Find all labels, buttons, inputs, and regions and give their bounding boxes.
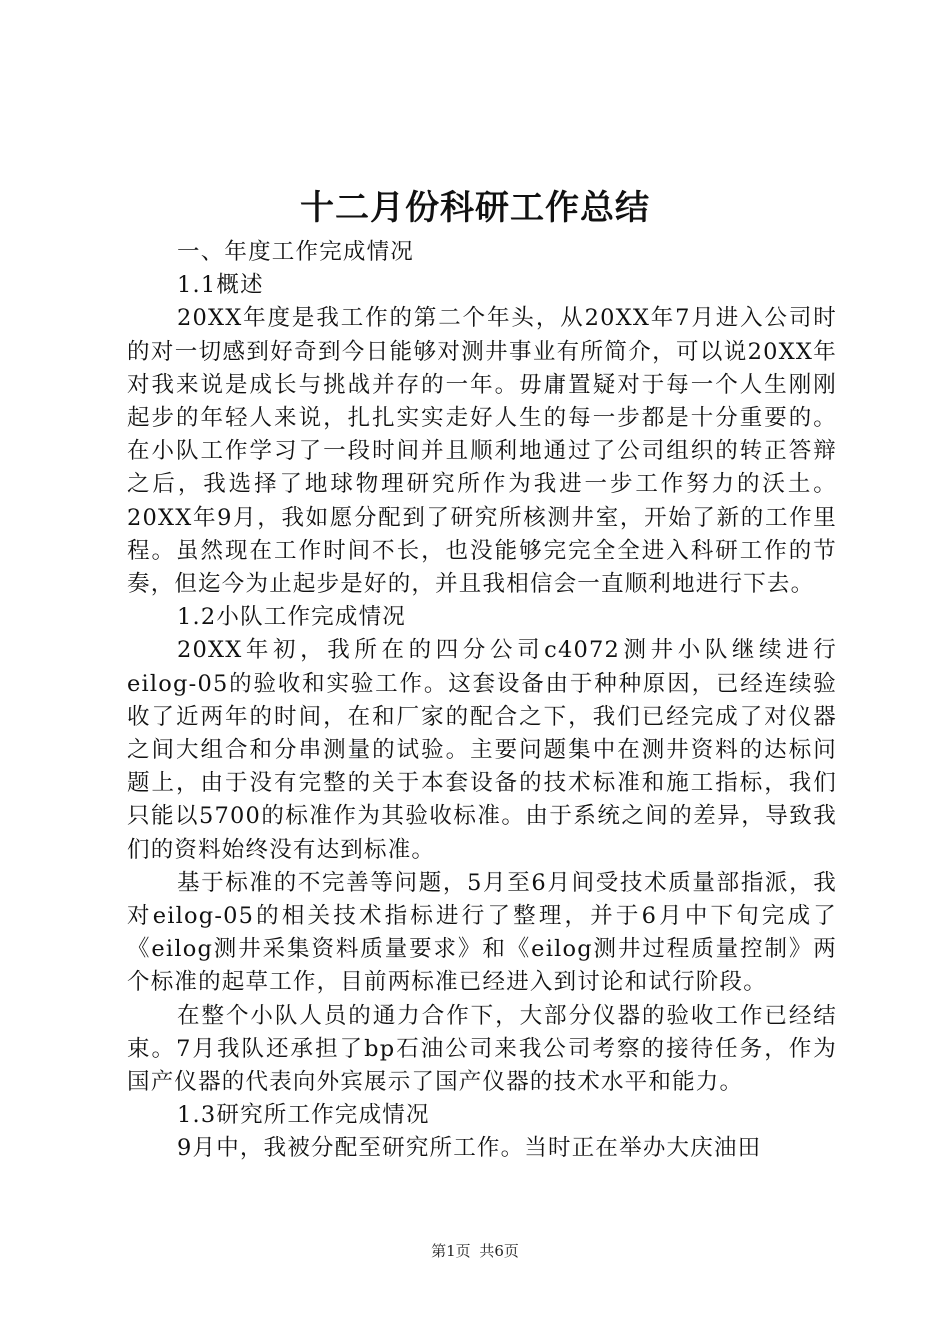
document-title: 十二月份科研工作总结 xyxy=(300,188,650,228)
subsection-heading: 1.1概述 xyxy=(177,272,264,299)
subsection-heading: 1.2小队工作完成情况 xyxy=(177,604,406,631)
body-paragraph: 9月中，我被分配至研究所工作。当时正在举办大庆油田 xyxy=(177,1135,762,1162)
page-number: 第1页 xyxy=(431,1242,471,1260)
body-paragraph: 基于标准的不完善等问题，5月至6月间受技术质量部指派，我对eilog-05的相关技术指标进行了整理，并于6月中下旬完成了《eilog测井采集资料质量要求》和《eilog测井过程质量控制》两个标准的起草工作，目前两标准已经进入到讨论和试行阶段。 xyxy=(127,869,837,996)
section-heading: 一、年度工作完成情况 xyxy=(177,239,415,265)
page-footer xyxy=(0,1241,950,1261)
subsection-heading: 1.3研究所工作完成情况 xyxy=(177,1102,430,1129)
body-paragraph: 20XX年度是我工作的第二个年头，从20XX年7月进入公司时的对一切感到好奇到今日能够对测井事业有所简介，可以说20XX年对我来说是成长与挑战并存的一年。毋庸置疑对于每一个人生刚刚起步的年轻人来说，扎扎实实走好人生的每一步都是十分重要的。在小队工作学习了一段时间并且顺利地通过了公司组织的转正答辩之后，我选择了地球物理研究所作为我进一步工作努力的沃土。20XX年9月，我如愿分配到了研究所核测井室，开始了新的工作里程。虽然现在工作时间不长，也没能够完完全全进入科研工作的节奏，但迄今为止起步是好的，并且我相信会一直顺利地进行下去。 xyxy=(127,305,837,598)
body-paragraph: 20XX年初，我所在的四分公司c4072测井小队继续进行eilog-05的验收和实验工作。这套设备由于种种原因，已经连续验收了近两年的时间，在和厂家的配合之下，我们已经完成了对仪器之间大组合和分串测量的试验。主要问题集中在测井资料的达标问题上，由于没有完整的关于本套设备的技术标准和施工指标，我们只能以5700的标准作为其验收标准。由于系统之间的差异，导致我们的资料始终没有达到标准。 xyxy=(127,637,837,863)
page-total: 共6页 xyxy=(479,1242,519,1260)
body-paragraph: 在整个小队人员的通力合作下，大部分仪器的验收工作已经结束。7月我队还承担了bp石油公司来我公司考察的接待任务，作为国产仪器的代表向外宾展示了国产仪器的技术水平和能力。 xyxy=(127,1002,837,1096)
document-body xyxy=(127,236,837,1166)
